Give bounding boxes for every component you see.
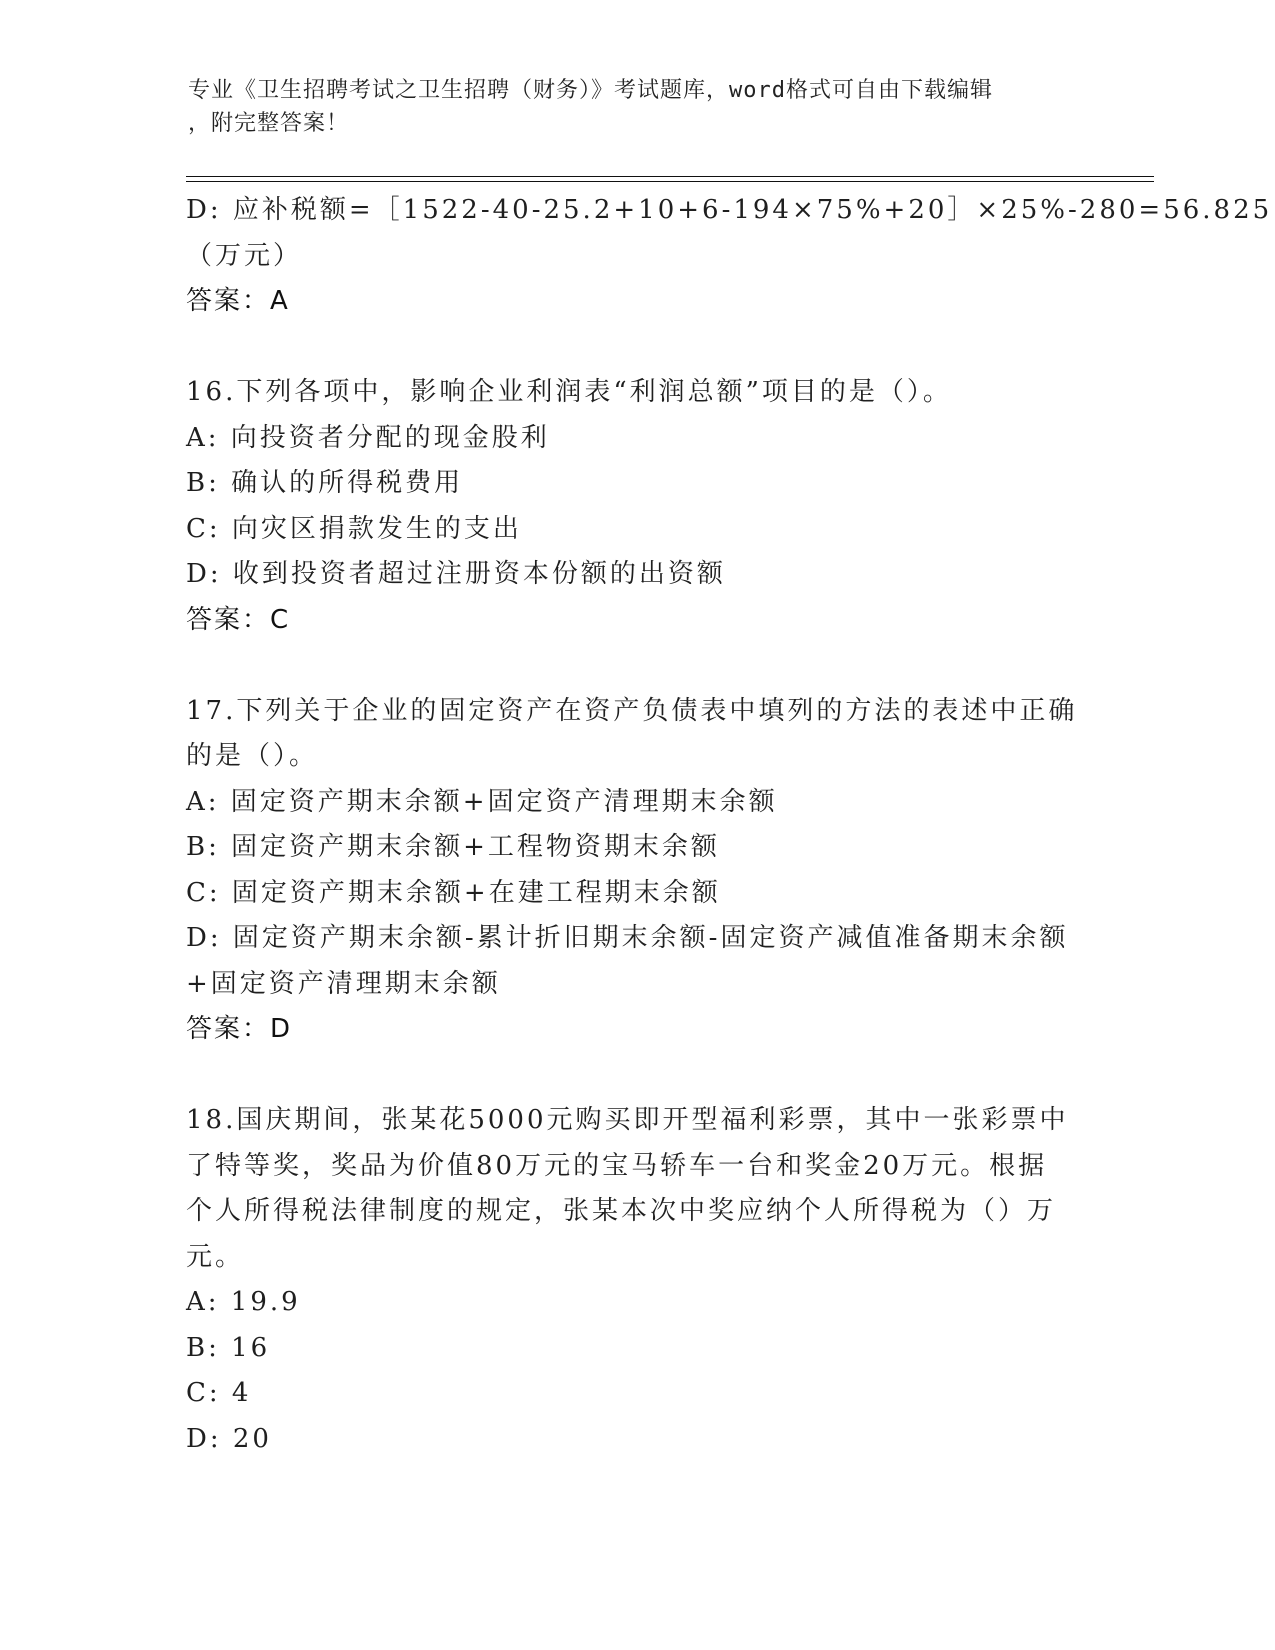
q17-option-b: B: 固定资产期末余额+工程物资期末余额 (186, 832, 720, 862)
q18-option-c: C: 4 (186, 1378, 252, 1408)
question-16 (186, 370, 1076, 643)
spacer (186, 325, 1076, 371)
prev-answer: 答案：A (186, 286, 290, 316)
q17-stem-line-2: 的是（）。 (186, 741, 319, 771)
q16-answer: 答案：C (186, 604, 291, 635)
document-header (188, 74, 1068, 140)
q17-answer: 答案：D (186, 1014, 293, 1044)
q18-option-b: B: 16 (186, 1332, 271, 1363)
q18-stem-line-3: 个人所得税法律制度的规定，张某本次中奖应纳个人所得税为（）万 (186, 1196, 1057, 1226)
header-line-2: ，附完整答案！ (188, 111, 350, 136)
prev-option-d-line-2: （万元） (186, 240, 303, 271)
q17-option-c: C: 固定资产期末余额+在建工程期末余额 (186, 877, 721, 908)
header-line-1: 专业《卫生招聘考试之卫生招聘（财务）》考试题库，word格式可自由下载编辑 (188, 78, 993, 103)
header-divider-top (186, 176, 1154, 177)
q16-option-b: B: 确认的所得税费用 (186, 468, 464, 498)
q17-option-d-line-1: D: 固定资产期末余额-累计折旧期末余额-固定资产减值准备期末余额 (186, 923, 1069, 953)
q17-option-a: A: 固定资产期末余额+固定资产清理期末余额 (186, 786, 778, 817)
q16-option-c: C: 向灾区捐款发生的支出 (186, 513, 522, 544)
q18-stem-line-2: 了特等奖，奖品为价值80万元的宝马轿车一台和奖金20万元。根据 (186, 1150, 1048, 1181)
q16-option-a: A: 向投资者分配的现金股利 (186, 422, 550, 453)
q17-option-d-line-2: +固定资产清理期末余额 (186, 968, 501, 999)
spacer (186, 643, 1076, 689)
q18-stem-line-1: 18.国庆期间，张某花5000元购买即开型福利彩票，其中一张彩票中 (186, 1105, 1069, 1135)
header-divider-bottom (186, 181, 1154, 182)
q18-stem-line-4: 元。 (186, 1241, 245, 1272)
q16-stem: 16.下列各项中，影响企业利润表“利润总额”项目的是（）。 (186, 377, 952, 407)
prev-option-d-line-1: D: 应补税额=［1522-40-25.2+10+6-194×75%+20］×25%-280=56.825 (186, 195, 1273, 225)
document-body (186, 188, 1273, 1462)
q17-stem-line-1: 17.下列关于企业的固定资产在资产负债表中填列的方法的表述中正确 (186, 695, 1078, 726)
q18-option-a: A: 19.9 (186, 1287, 301, 1317)
question-18 (186, 1098, 1076, 1462)
q18-option-d: D: 20 (186, 1423, 272, 1454)
spacer (186, 1053, 1076, 1099)
q16-option-d: D: 收到投资者超过注册资本份额的出资额 (186, 559, 726, 589)
question-17 (186, 689, 1076, 1053)
